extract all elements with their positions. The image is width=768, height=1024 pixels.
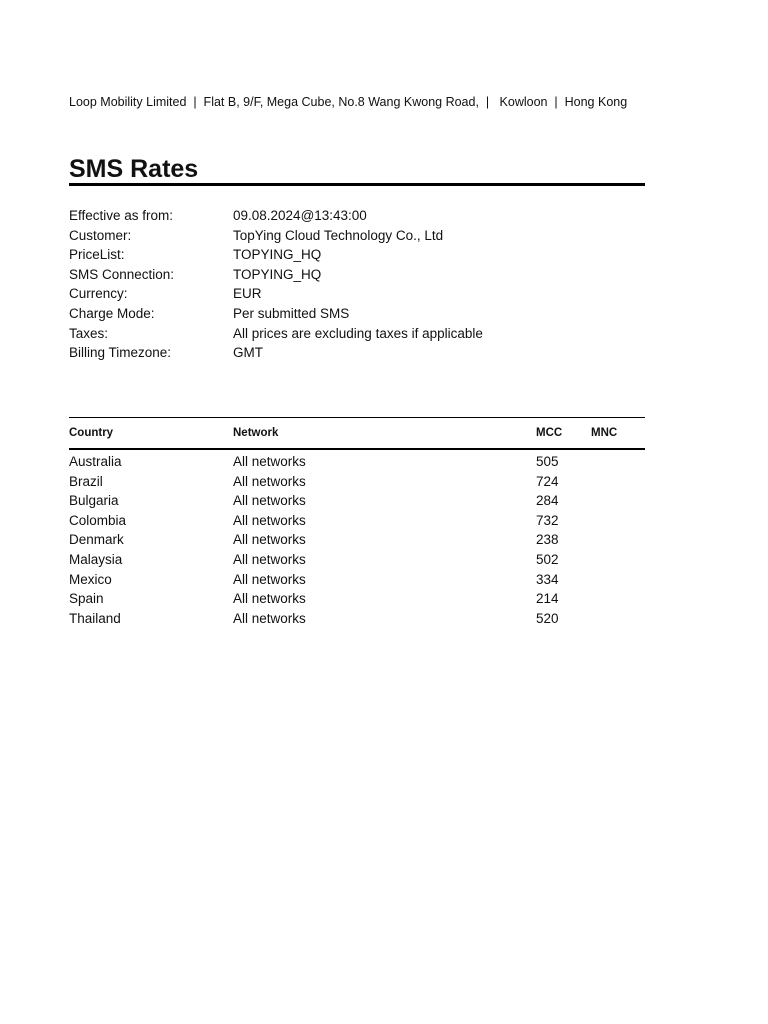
meta-value: GMT <box>233 345 263 361</box>
cell-country: Thailand <box>69 610 121 626</box>
meta-value: 09.08.2024@13:43:00 <box>233 208 367 223</box>
cell-mcc: 238 <box>536 532 559 548</box>
table-row <box>69 589 645 609</box>
cell-country: Australia <box>69 454 122 469</box>
table-row <box>69 609 645 629</box>
meta-row-billing-timezone <box>69 343 645 363</box>
cell-mcc: 732 <box>536 512 559 528</box>
table-row <box>69 530 645 550</box>
cell-network: All networks <box>233 610 306 626</box>
title-divider <box>69 183 645 186</box>
header-country: Country <box>69 427 114 439</box>
cell-mcc: 502 <box>536 551 559 567</box>
header-network: Network <box>233 427 279 439</box>
header-mnc: MNC <box>591 427 618 439</box>
meta-row-pricelist <box>69 245 645 265</box>
cell-country: Mexico <box>69 571 112 587</box>
cell-mcc: 505 <box>536 454 559 469</box>
meta-value: Per submitted SMS <box>233 305 350 321</box>
cell-mcc: 214 <box>536 591 559 607</box>
cell-country: Denmark <box>69 532 124 548</box>
table-row <box>69 511 645 531</box>
meta-value: TOPYING_HQ <box>233 266 322 282</box>
rates-table <box>69 417 645 628</box>
meta-label: Currency: <box>69 286 128 302</box>
table-row <box>69 452 645 472</box>
meta-label: Charge Mode: <box>69 305 155 321</box>
table-header <box>69 417 645 450</box>
meta-value: All prices are excluding taxes if applicable <box>233 325 483 341</box>
meta-value: TopYing Cloud Technology Co., Ltd <box>233 227 444 243</box>
page-title: SMS Rates <box>69 155 199 183</box>
cell-mcc: 724 <box>536 473 559 489</box>
meta-label: Billing Timezone: <box>69 345 172 361</box>
company-address: Loop Mobility Limited | Flat B, 9/F, Mega Cube, No.8 Wang Kwong Road, | Kowloon | Hong Kong <box>69 95 628 109</box>
meta-value: TOPYING_HQ <box>233 247 322 263</box>
cell-country: Spain <box>69 591 104 607</box>
meta-label: SMS Connection: <box>69 266 175 282</box>
meta-row-customer <box>69 226 645 246</box>
cell-network: All networks <box>233 454 306 469</box>
table-body <box>69 450 645 628</box>
table-row <box>69 550 645 570</box>
cell-country: Bulgaria <box>69 493 119 509</box>
table-row <box>69 472 645 492</box>
table-row <box>69 570 645 590</box>
cell-country: Brazil <box>69 473 103 489</box>
table-row <box>69 491 645 511</box>
meta-label: Taxes: <box>69 325 109 341</box>
cell-mcc: 520 <box>536 610 559 626</box>
meta-row-taxes <box>69 324 645 344</box>
meta-label: Effective as from: <box>69 208 174 223</box>
meta-row-sms-connection <box>69 265 645 285</box>
cell-network: All networks <box>233 473 306 489</box>
meta-row-effective-date <box>69 206 645 226</box>
rate-details <box>69 206 645 363</box>
cell-network: All networks <box>233 493 306 509</box>
cell-network: All networks <box>233 512 306 528</box>
cell-network: All networks <box>233 571 306 587</box>
meta-row-currency <box>69 284 645 304</box>
cell-mcc: 334 <box>536 571 559 587</box>
meta-value: EUR <box>233 286 262 302</box>
cell-country: Malaysia <box>69 551 123 567</box>
meta-row-charge-mode <box>69 304 645 324</box>
meta-label: PriceList: <box>69 247 125 263</box>
cell-mcc: 284 <box>536 493 559 509</box>
header-mcc: MCC <box>536 427 563 439</box>
cell-network: All networks <box>233 591 306 607</box>
cell-network: All networks <box>233 532 306 548</box>
cell-country: Colombia <box>69 512 127 528</box>
meta-label: Customer: <box>69 227 132 243</box>
cell-network: All networks <box>233 551 306 567</box>
